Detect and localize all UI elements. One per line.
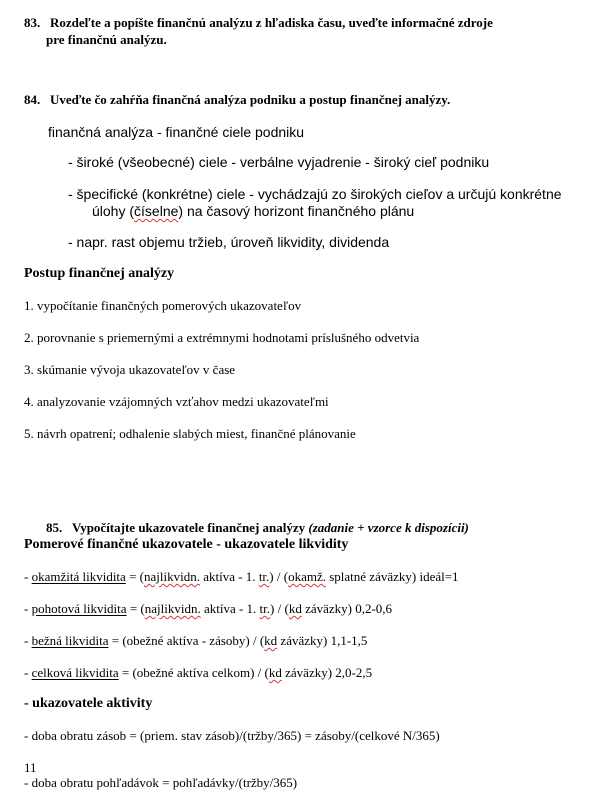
- step-3: 3. skúmanie vývoja ukazovateľov v čase: [24, 362, 236, 377]
- bullet-specificke-ciele-line2: úlohy (číselne) na časový horizont finančného plánu: [92, 203, 415, 219]
- question-83-line2: pre finančnú analýzu.: [46, 32, 167, 47]
- step-4: 4. analyzovanie vzájomných vzťahov medzi ukazovateľmi: [24, 394, 329, 409]
- bullet-specificke-ciele: - špecifické (konkrétne) ciele - vychádzajú zo širokých cieľov a určujú konkrétne: [68, 186, 562, 202]
- bullet-siroke-ciele: - široké (všeobecné) ciele - verbálne vyjadrenie - široký cieľ podniku: [68, 154, 490, 170]
- page-number: 11: [24, 760, 37, 775]
- question-85-number: 85.: [46, 520, 63, 535]
- question-83-line1: Rozdeľte a popíšte finančnú analýzu z hľadiska času, uveďte informačné zdroje: [50, 15, 493, 30]
- question-85-text: Vypočítajte ukazovatele finančnej analýzy (zadanie + vzorce k dispozícii): [72, 520, 469, 535]
- formula-bezna-likvidita: - bežná likvidita = (obežné aktíva - zásoby) / (kd záväzky) 1,1-1,5: [24, 633, 368, 648]
- formula-doba-obratu-zasob: - doba obratu zásob = (priem. stav zásob)/(tržby/365) = zásoby/(celkové N/365): [24, 728, 440, 743]
- formula-okamzita-likvidita: - okamžitá likvidita = (najlikvidn. aktíva - 1. tr.) / (okamž. splatné záväzky) ideál=1: [24, 569, 459, 584]
- aktivita-heading: - ukazovatele aktivity: [24, 696, 153, 711]
- question-84-number: 84.: [24, 92, 41, 107]
- step-5: 5. návrh opatrení; odhalenie slabých miest, finančné plánovanie: [24, 426, 356, 441]
- likvidita-heading: Pomerové finančné ukazovatele - ukazovatele likvidity: [24, 537, 349, 552]
- step-2: 2. porovnanie s priemernými a extrémnymi hodnotami príslušného odvetvia: [24, 330, 420, 345]
- formula-pohotova-likvidita: - pohotová likvidita = (najlikvidn. aktíva - 1. tr.) / (kd záväzky) 0,2-0,6: [24, 601, 393, 616]
- question-84-text: Uveďte čo zahŕňa finančná analýza podniku a postup finančnej analýzy.: [50, 92, 451, 107]
- spellcheck-word: číselne: [134, 203, 179, 219]
- bullet-priklady: - napr. rast objemu tržieb, úroveň likvidity, dividenda: [68, 234, 390, 250]
- question-83-number: 83.: [24, 15, 41, 30]
- formula-celkova-likvidita: - celková likvidita = (obežné aktíva celkom) / (kd záväzky) 2,0-2,5: [24, 665, 373, 680]
- question-85-note: (zadanie + vzorce k dispozícii): [308, 520, 469, 535]
- postup-heading: Postup finančnej analýzy: [24, 266, 175, 281]
- section-subheading-ciele: finančná analýza - finančné ciele podniku: [48, 124, 305, 140]
- formula-doba-obratu-pohladavok: - doba obratu pohľadávok = pohľadávky/(tržby/365): [24, 775, 298, 790]
- step-1: 1. vypočítanie finančných pomerových ukazovateľov: [24, 298, 302, 313]
